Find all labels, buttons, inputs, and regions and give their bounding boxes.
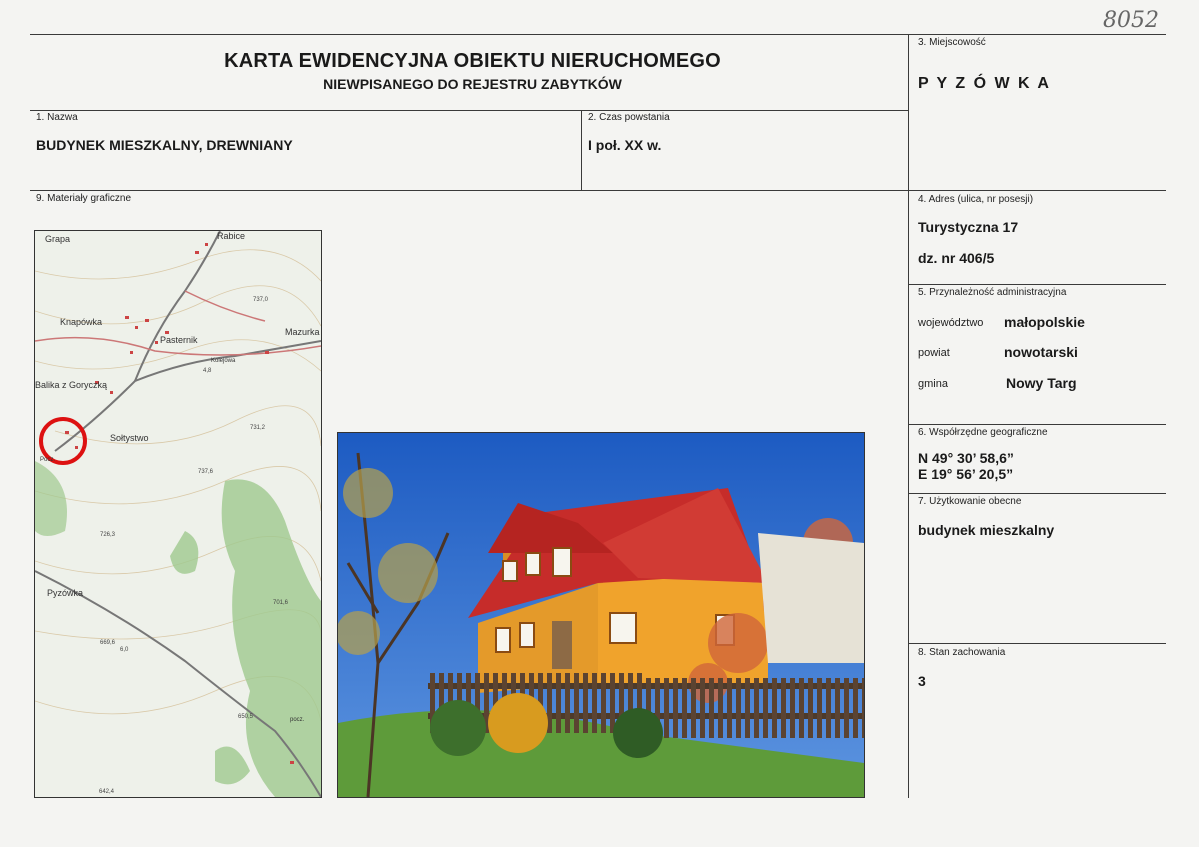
map-label-pocz: Pocz. — [40, 457, 56, 463]
map-elev-4-8: 4,8 — [203, 368, 212, 374]
gmina-value: Nowy Targ — [1006, 375, 1077, 391]
fence-picket — [736, 678, 741, 738]
fence-picket — [862, 678, 864, 738]
uzytkowanie-label: 7. Użytkowanie obecne — [918, 496, 1022, 507]
fence-picket — [844, 678, 849, 738]
fence-picket — [763, 678, 768, 738]
wspolrzedne-n: N 49° 30’ 58,6” — [918, 450, 1014, 466]
fence-picket — [574, 673, 579, 733]
map-label-balika: Balika z Goryczką — [35, 380, 108, 390]
rule-name-top — [30, 110, 908, 111]
sheet-number: 8052 — [1103, 8, 1159, 33]
fence-picket — [727, 678, 732, 738]
fence-picket — [709, 678, 714, 738]
fence-picket — [817, 678, 822, 738]
rule-right-7 — [908, 643, 1166, 644]
map-label-soltystwo: Sołtystwo — [110, 433, 149, 443]
fence-picket — [754, 678, 759, 738]
czas-value: I poł. XX w. — [588, 137, 662, 153]
fence-picket — [718, 678, 723, 738]
czas-label: 2. Czas powstania — [588, 112, 670, 123]
fence-picket — [565, 673, 570, 733]
miejscowosc-label: 3. Miejscowość — [918, 37, 986, 48]
map-elev-731-2: 731,2 — [250, 425, 266, 431]
fence-picket — [610, 673, 615, 733]
map-elev-737-6: 737,6 — [198, 469, 214, 475]
uzytkowanie-value: budynek mieszkalny — [918, 522, 1055, 538]
fence-picket — [745, 678, 750, 738]
wojewodztwo-value: małopolskie — [1004, 314, 1085, 330]
fence-picket — [790, 678, 795, 738]
rule-top — [30, 34, 1166, 35]
materialy-label: 9. Materiały graficzne — [36, 193, 132, 204]
fence-picket — [781, 678, 786, 738]
map-elev-726-3: 726,3 — [100, 532, 116, 538]
fence-picket — [592, 673, 597, 733]
map-label-rabice: Rabice — [217, 231, 246, 241]
fence-picket — [826, 678, 831, 738]
fence-picket — [682, 678, 687, 738]
fence-picket — [808, 678, 813, 738]
rule-name-date — [581, 110, 582, 190]
fence-picket — [583, 673, 588, 733]
fence-picket — [556, 673, 561, 733]
wspolrzedne-e: E 19° 56’ 20,5” — [918, 466, 1014, 482]
rule-graphics-top — [30, 190, 1166, 191]
fence-picket — [853, 678, 858, 738]
fence-picket — [700, 678, 705, 738]
adres-plot: dz. nr 406/5 — [918, 250, 995, 266]
map-label-knapowka: Knapówka — [60, 317, 103, 327]
card-subtitle: NIEWPISANEGO DO REJESTRU ZABYTKÓW — [323, 76, 622, 92]
fence-picket — [835, 678, 840, 738]
adres-label: 4. Adres (ulica, nr posesji) — [918, 194, 1034, 205]
powiat-value: nowotarski — [1004, 344, 1078, 360]
fence-picket — [601, 673, 606, 733]
map-label-kolejowa: Kolejowa — [211, 358, 236, 364]
stan-value: 3 — [918, 673, 926, 689]
location-map — [34, 230, 322, 798]
map-elev-737-0: 737,0 — [253, 297, 269, 303]
fence-picket — [772, 678, 777, 738]
building-photo — [337, 432, 865, 798]
map-label-pasternik: Pasternik — [160, 335, 198, 345]
fence-picket — [664, 678, 669, 738]
wojewodztwo-label: województwo — [918, 317, 984, 329]
gmina-label: gmina — [918, 378, 948, 390]
stan-label: 8. Stan zachowania — [918, 647, 1006, 658]
card-title: KARTA EWIDENCYJNA OBIEKTU NIERUCHOMEGO — [224, 50, 721, 72]
adres-street: Turystyczna 17 — [918, 219, 1019, 235]
map-label-grapa: Grapa — [45, 234, 71, 244]
map-elev-6-0: 6,0 — [120, 647, 129, 653]
map-graphic — [35, 231, 321, 797]
map-label-mazurka: Mazurka — [285, 327, 320, 337]
przynaleznosc-label: 5. Przynależność administracyjna — [918, 287, 1067, 298]
wspolrzedne-label: 6. Współrzędne geograficzne — [918, 427, 1048, 438]
map-elev-669-6: 669,6 — [100, 640, 116, 646]
photo-graphic — [338, 433, 864, 797]
map-elev-650-5: 650,5 — [238, 714, 254, 720]
fence-picket — [673, 678, 678, 738]
nazwa-label: 1. Nazwa — [36, 112, 78, 123]
map-label-pyzowka: Pyzówka — [47, 588, 84, 598]
map-label-pocz2: pocz. — [290, 717, 305, 723]
fence-picket — [691, 678, 696, 738]
rule-right-5 — [908, 424, 1166, 425]
rule-right-6 — [908, 493, 1166, 494]
map-elev-701-6: 701,6 — [273, 600, 289, 606]
rule-right-4 — [908, 284, 1166, 285]
miejscowosc-value: P Y Z Ó W K A — [918, 75, 1051, 92]
powiat-label: powiat — [918, 347, 950, 359]
nazwa-value: BUDYNEK MIESZKALNY, DREWNIANY — [36, 137, 293, 153]
fence-picket — [799, 678, 804, 738]
map-elev-642-4: 642,4 — [99, 789, 115, 795]
rule-right-column — [908, 34, 909, 798]
